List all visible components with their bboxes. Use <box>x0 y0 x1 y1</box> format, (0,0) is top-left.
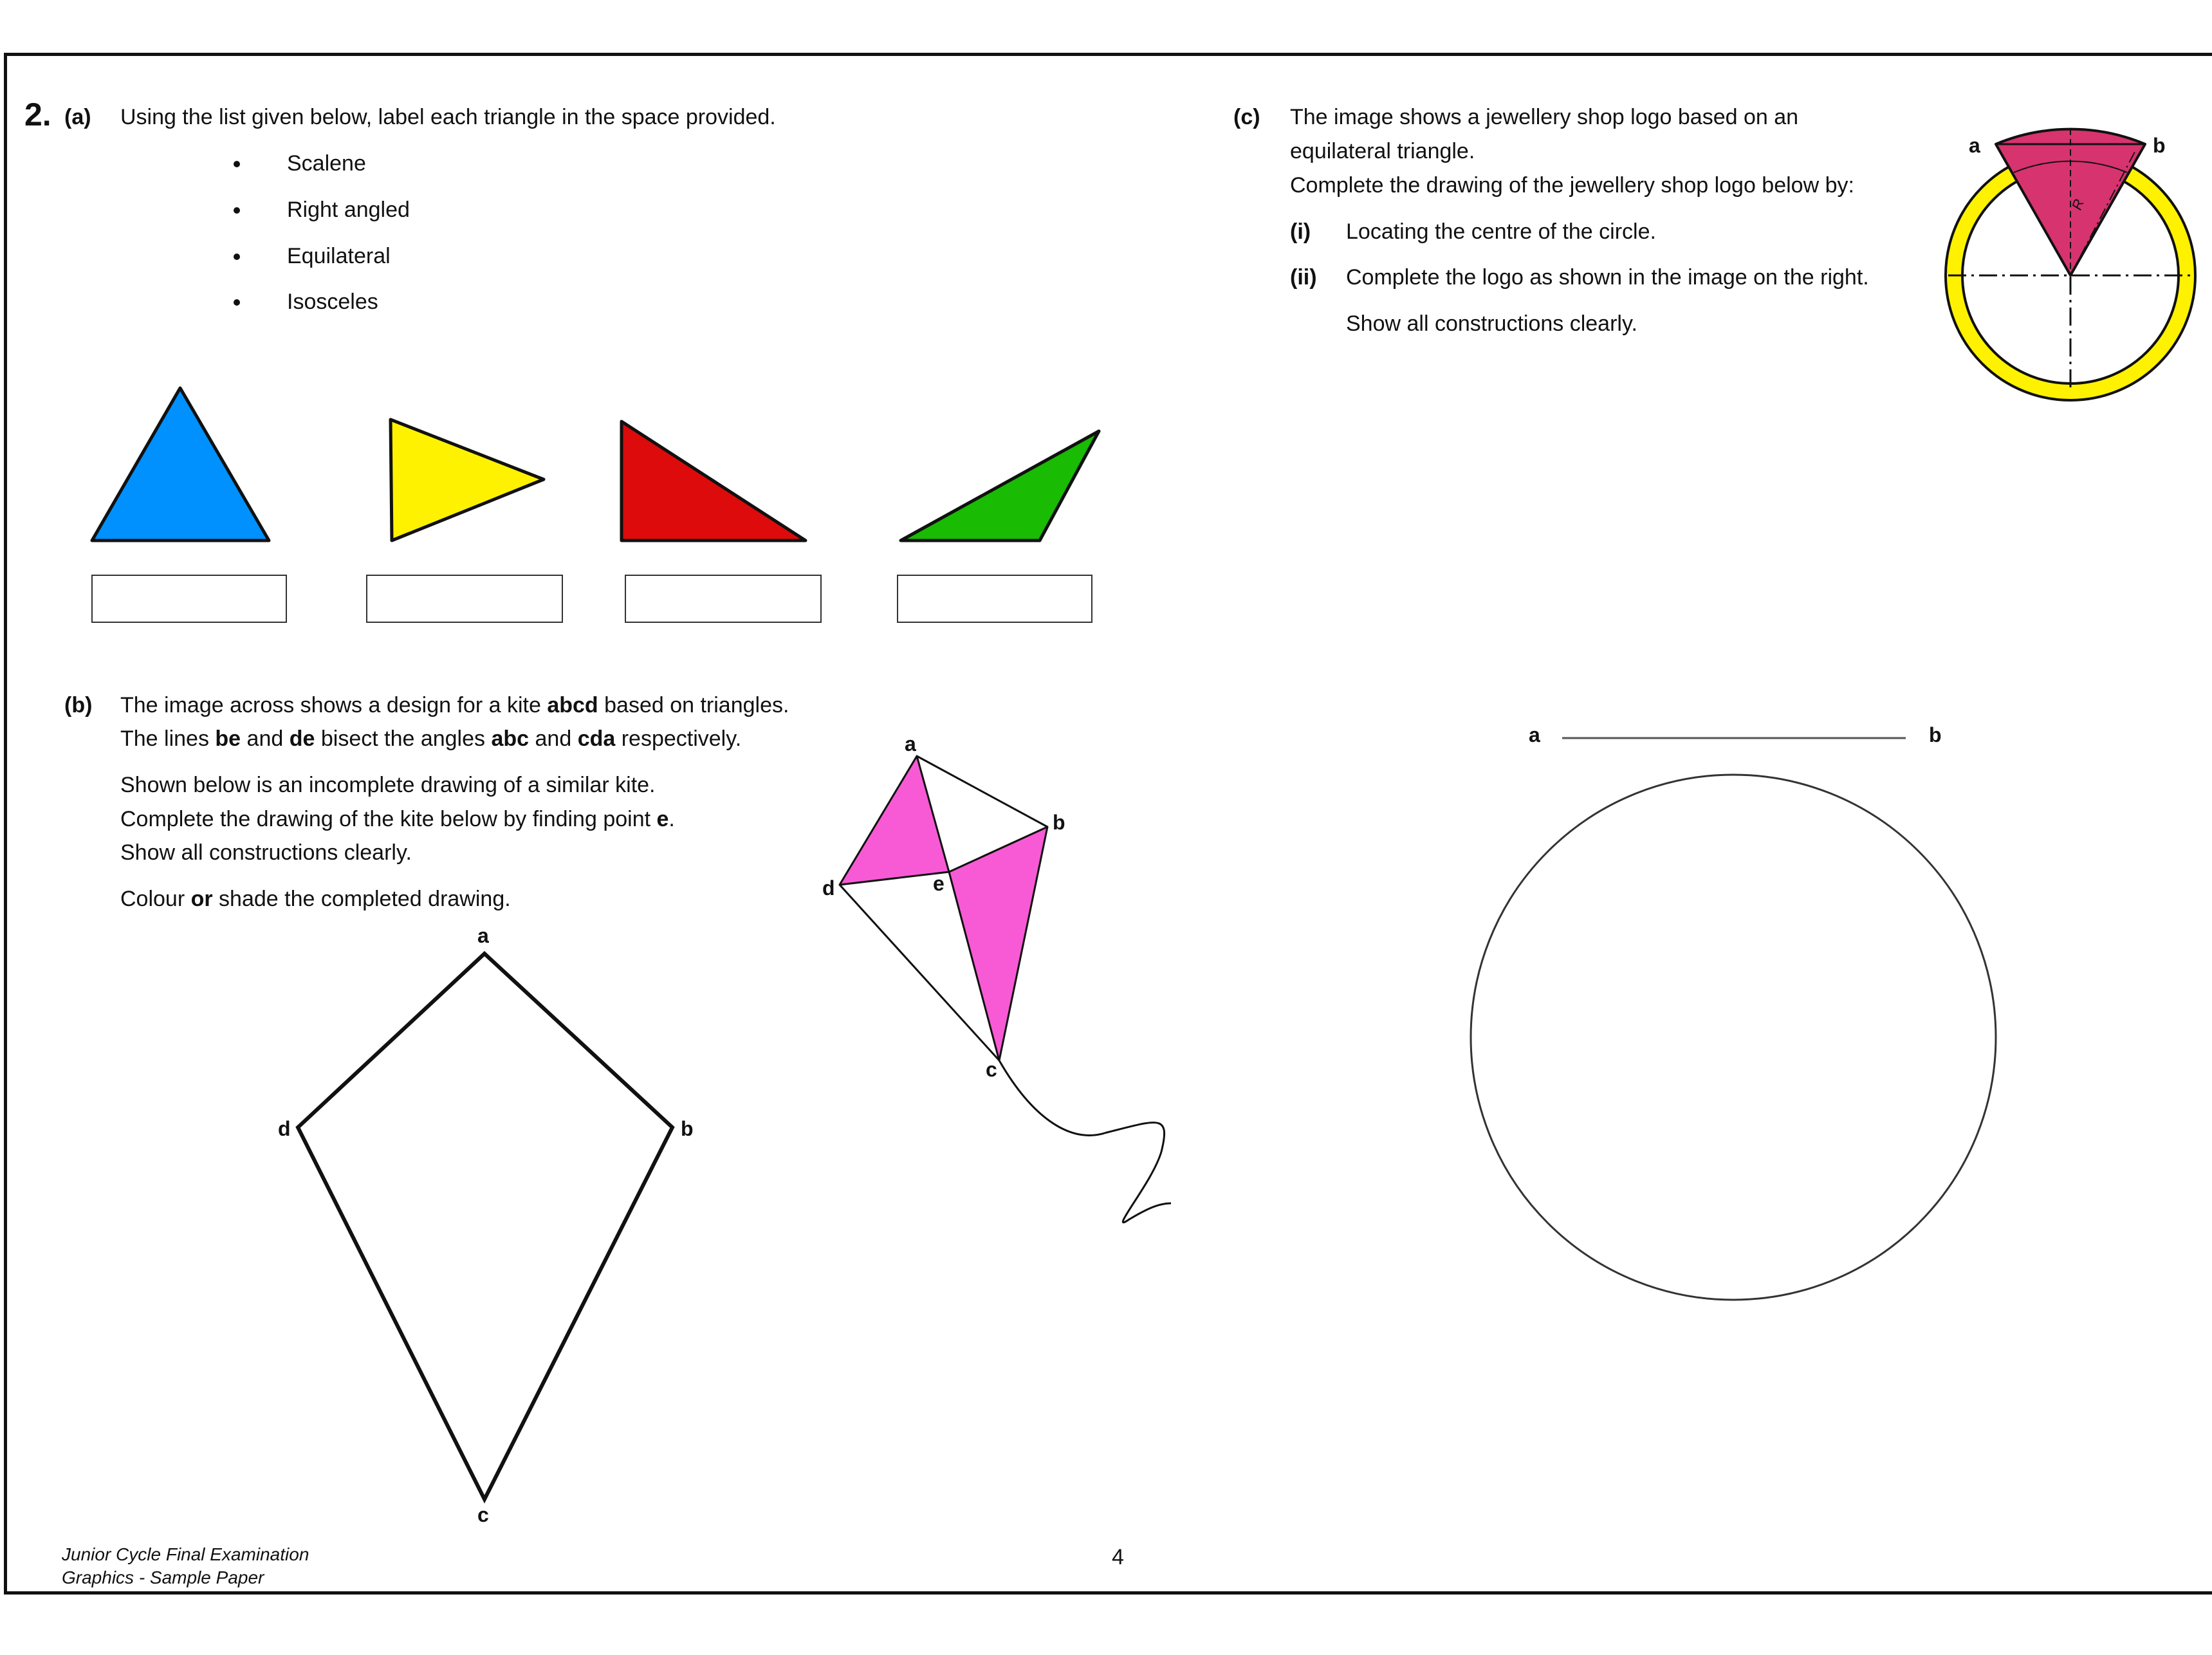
kite-upper-pink-triangle <box>840 756 949 885</box>
example-kite-label-c: c <box>986 1058 997 1081</box>
example-kite-label-e: e <box>933 872 945 895</box>
part-c-line-1: The image shows a jewellery shop logo based on an <box>1290 105 1799 129</box>
example-kite-label-d: d <box>822 876 835 900</box>
triangle-equilateral <box>92 388 269 541</box>
kite-label-d: d <box>278 1117 291 1140</box>
jewellery-logo <box>1946 129 2195 400</box>
kite-lower-pink-triangle <box>949 827 1047 1060</box>
part-c-line-2: equilateral triangle. <box>1290 139 1475 163</box>
kite-label-c: c <box>477 1503 489 1526</box>
example-kite-label-a: a <box>905 732 916 755</box>
footer-paper-title: Graphics - Sample Paper <box>62 1567 264 1587</box>
part-c-line-4: Show all constructions clearly. <box>1346 311 1637 336</box>
example-kite <box>840 756 1171 1223</box>
footer-exam-title: Junior Cycle Final Examination <box>62 1544 309 1564</box>
kite-string <box>999 1060 1171 1223</box>
option-isosceles: Isosceles <box>287 290 378 314</box>
option-equilateral: Equilateral <box>287 244 391 268</box>
construction-label-b: b <box>1929 723 1942 746</box>
triangle-right-angled <box>622 421 806 541</box>
part-c-line-3: Complete the drawing of the jewellery shop logo below by: <box>1290 173 1854 198</box>
part-b-line-3: Shown below is an incomplete drawing of a similar kite. <box>120 773 656 797</box>
part-c-label: (c) <box>1233 105 1260 129</box>
part-a-label: (a) <box>64 105 91 129</box>
logo-label-a: a <box>1969 134 1980 157</box>
part-b-line-5: Show all constructions clearly. <box>120 840 412 865</box>
part-b-line-6: Colour or shade the completed drawing. <box>120 887 511 911</box>
construction-label-a: a <box>1529 723 1540 746</box>
part-c-item-ii-text: Complete the logo as shown in the image on the right. <box>1346 265 1869 290</box>
incomplete-kite <box>298 954 672 1499</box>
example-kite-label-b: b <box>1053 811 1065 834</box>
part-b-line-1: The image across shows a design for a kite abcd based on triangles. <box>120 693 789 717</box>
triangle-isosceles <box>391 420 544 541</box>
logo-label-r: R <box>2069 197 2087 212</box>
part-b-label: (b) <box>64 693 93 717</box>
part-b-line-2: The lines be and de bisect the angles abc and cda respectively. <box>120 726 742 751</box>
part-c-item-i-text: Locating the centre of the circle. <box>1346 219 1656 244</box>
part-a-instruction: Using the list given below, label each triangle in the space provided. <box>120 105 776 129</box>
page-number: 4 <box>1112 1545 1124 1569</box>
option-scalene: Scalene <box>287 151 366 176</box>
logo-label-b: b <box>2153 134 2166 157</box>
part-b-line-4: Complete the drawing of the kite below by finding point e. <box>120 807 675 831</box>
triangle-scalene <box>901 431 1099 541</box>
part-c-item-ii-label: (ii) <box>1290 265 1317 290</box>
construction-circle <box>1471 775 1996 1300</box>
part-c-item-i-label: (i) <box>1290 219 1311 244</box>
option-right-angled: Right angled <box>287 198 410 222</box>
kite-label-a: a <box>477 924 489 947</box>
question-number: 2. <box>24 97 51 133</box>
kite-label-b: b <box>681 1117 694 1140</box>
